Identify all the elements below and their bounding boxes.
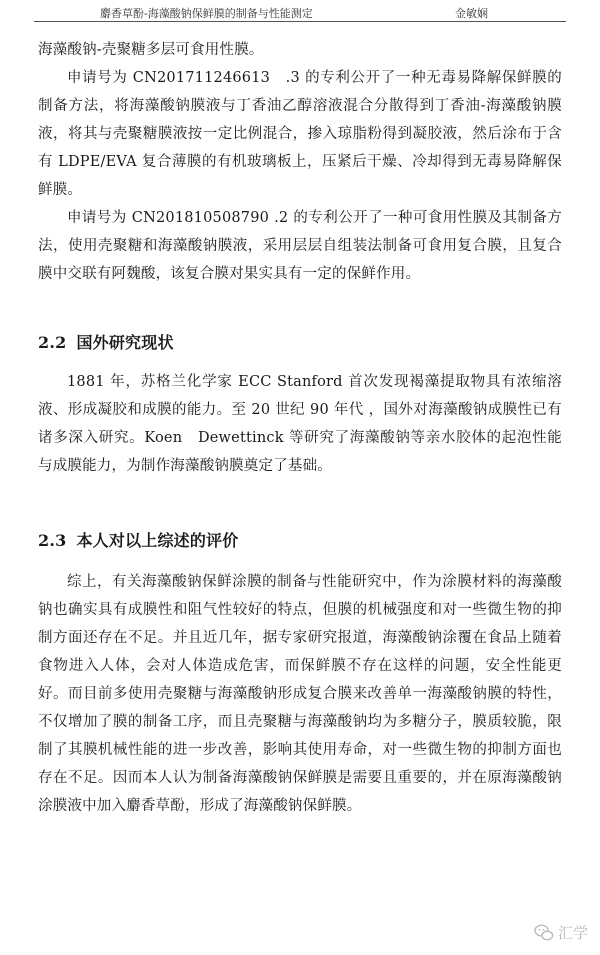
watermark [534,922,588,943]
paragraph-evaluation: 综上，有关海藻酸钠保鲜涂膜的制备与性能研究中，作为涂膜材料的海藻酸钠也确实具有成膜性和阻气性较好的特点，但膜的机械强度和对一些微生物的抑制方面还存在不足。并且近几年，据专家研究报道，海藻酸钠涂覆在食品上随着食物进入人体，会对人体造成危害，而保鲜膜不存在这样的问题，安全性能更好。而目前多使用壳聚糖与海藻酸钠形成复合膜来改善单一海藻酸钠膜的特性，不仅增加了膜的制备工序，而且壳聚糖与海藻酸钠均为多糖分子，膜质较脆，限制了其膜机械性能的进一步改善，影响其使用寿命，对一些微生物的抑制方面也存在不足。因而本人认为制备海藻酸钠保鲜膜是需要且重要的，并在原海藻酸钠涂膜液中加入麝香草酚，形成了海藻酸钠保鲜膜。 [38,574,562,814]
paragraph-patent-2: 申请号为 CN201810508790 .2 的专利公开了一种可食用性膜及其制备方法，使用壳聚糖和海藻酸钠膜液，采用层层自组装法制备可食用复合膜，且复合膜中交联有阿魏酸，该复合膜对果实具有一定的保鲜作用。 [38,210,562,282]
paragraph-patent-1: 申请号为 CN201711246613 .3 的专利公开了一种无毒易降解保鲜膜的制备方法，将海藻酸钠膜液与丁香油乙醇溶液混合分散得到丁香油-海藻酸钠膜液，将其与壳聚糖膜液按一定比例混合，掺入琼脂粉得到凝胶液，然后涂布于含有 LDPE/EVA 复合薄膜的有机玻璃板上，压紧后干燥、冷却得到无毒易降解保鲜膜。 [38,70,562,198]
header-author: 金敏娴 [455,7,488,20]
header-rule [34,21,566,22]
wechat-icon [534,924,554,942]
section-title: 国外研究现状 [76,333,174,352]
section-heading-2-2 [38,328,562,358]
watermark-text: 汇学 [557,924,588,942]
paragraph-foreign-research: 1881 年，苏格兰化学家 ECC Stanford 首次发现褐藻提取物具有浓缩溶液、形成凝胶和成膜的能力。至 20 世纪 90 年代 ，国外对海藻酸钠成膜性已有诸多深入研究。Koen Dewettinck 等研究了海藻酸钠等亲水胶体的起泡性能与成膜能力，为制作海藻酸钠膜奠定了基础。 [38,374,562,474]
section-title: 本人对以上综述的评价 [76,531,239,550]
section-heading-2-3 [38,526,562,556]
document-body [38,36,562,820]
header-title: 麝香草酚-海藻酸钠保鲜膜的制备与性能测定 [100,7,313,20]
section-number: 2.3 [38,531,67,550]
section-number: 2.2 [38,333,67,352]
paragraph-continuation: 海藻酸钠-壳聚糖多层可食用性膜。 [38,42,264,58]
page-header [0,0,600,22]
